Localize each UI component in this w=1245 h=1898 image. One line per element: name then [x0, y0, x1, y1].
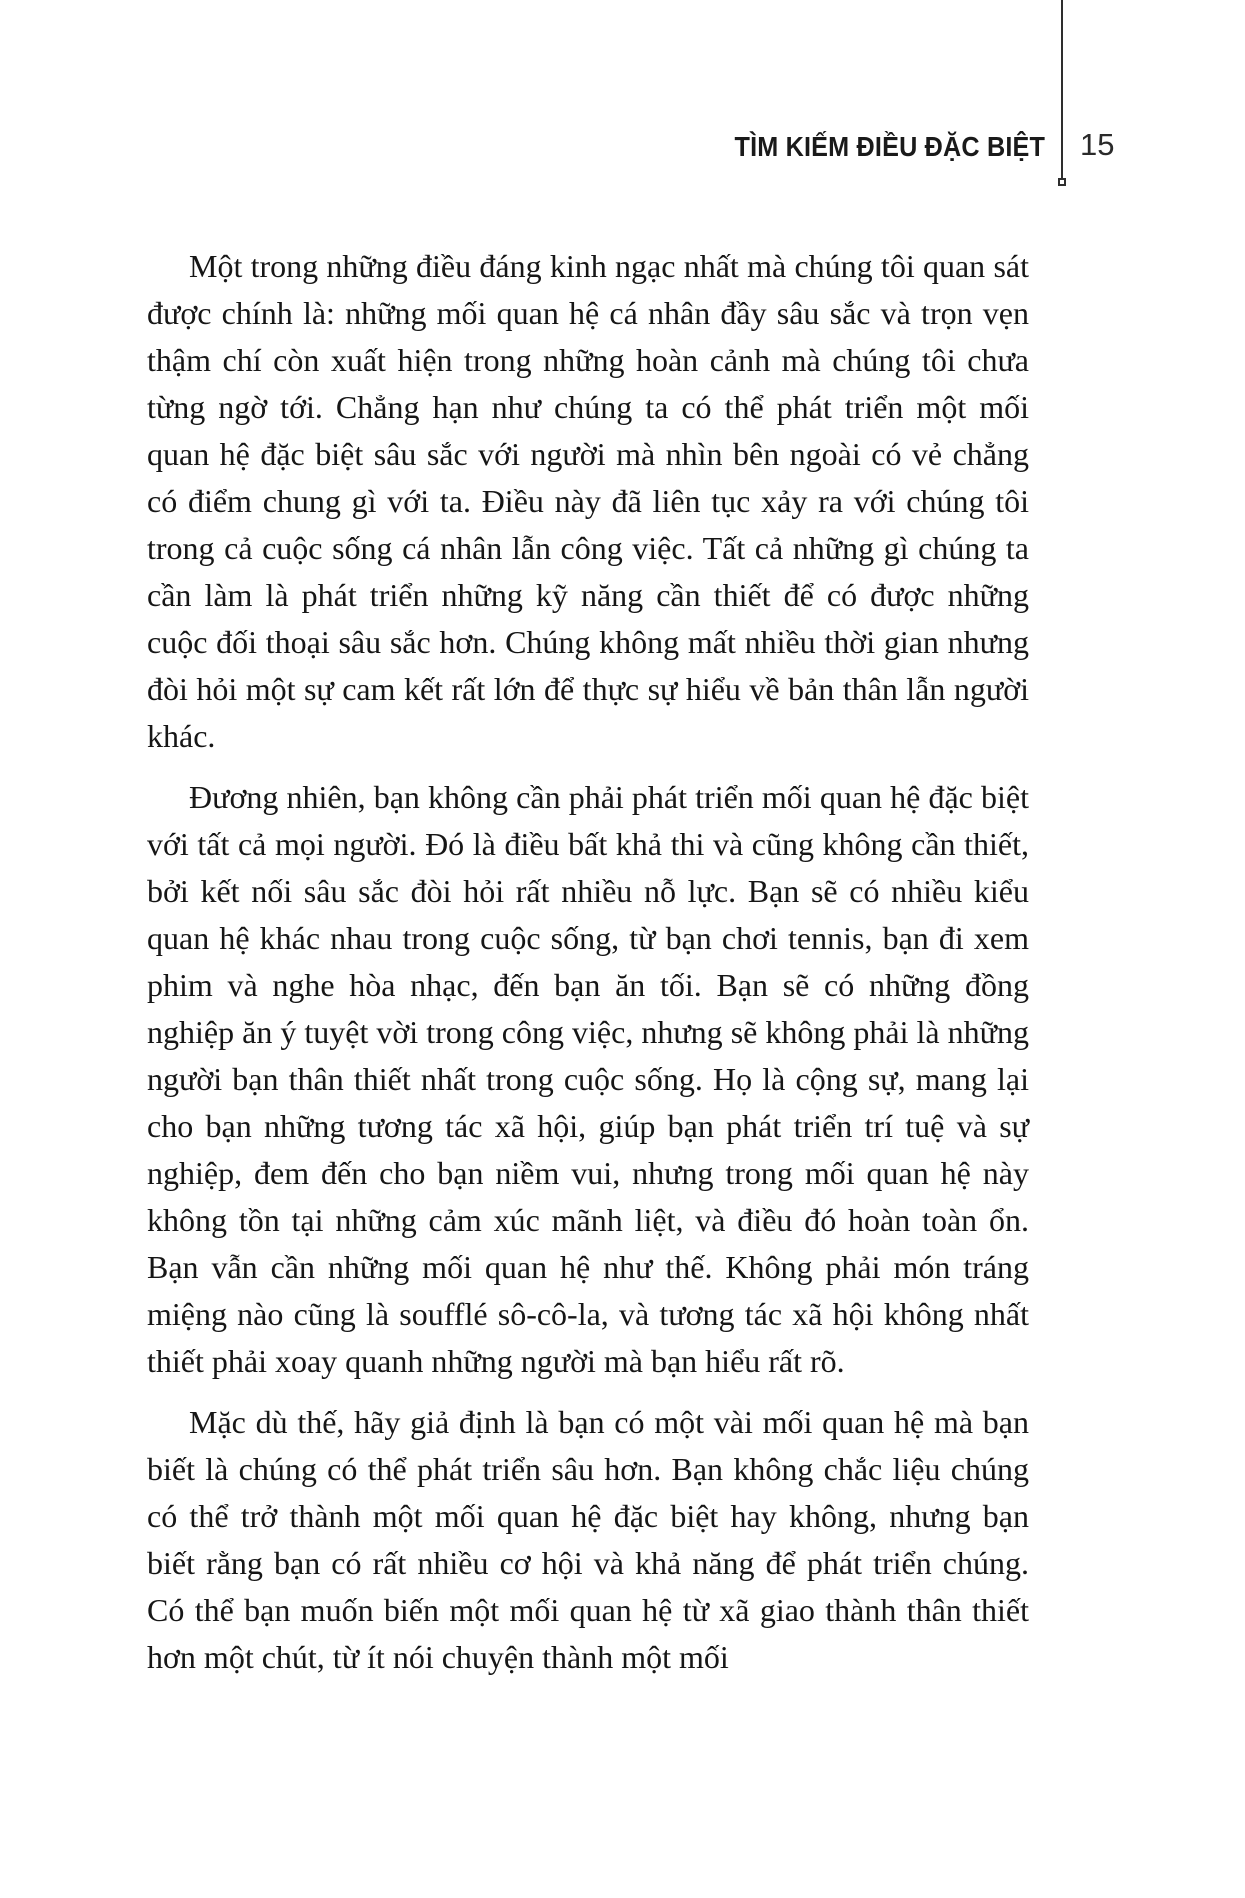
- header-vertical-rule: [1061, 0, 1063, 178]
- page-number: 15: [1080, 127, 1115, 162]
- running-title: TÌM KIẾM ĐIỀU ĐẶC BIỆT: [734, 131, 1045, 162]
- paragraph: Đương nhiên, bạn không cần phải phát triển mối quan hệ đặc biệt với tất cả mọi người. Đó là điều bất khả thi và cũng không cần thiết, bởi kết nối sâu sắc đòi hỏi rất nhiều nỗ lực. Bạn sẽ có nhiều kiểu quan hệ khác nhau trong cuộc sống, từ bạn chơi tennis, bạn đi xem phim và nghe hòa nhạc, đến bạn ăn tối. Bạn sẽ có những đồng nghiệp ăn ý tuyệt vời trong công việc, nhưng sẽ không phải là những người bạn thân thiết nhất trong cuộc sống. Họ là cộng sự, mang lại cho bạn những tương tác xã hội, giúp bạn phát triển trí tuệ và sự nghiệp, đem đến cho bạn niềm vui, nhưng trong mối quan hệ này không tồn tại những cảm xúc mãnh liệt, và điều đó hoàn toàn ổn. Bạn vẫn cần những mối quan hệ như thế. Không phải món tráng miệng nào cũng là soufflé sô-cô-la, và tương tác xã hội không nhất thiết phải xoay quanh những người mà bạn hiểu rất rõ.: [147, 779, 1029, 1379]
- body-text: [147, 243, 1029, 1681]
- paragraph: Một trong những điều đáng kinh ngạc nhất mà chúng tôi quan sát được chính là: những mối quan hệ cá nhân đầy sâu sắc và trọn vẹn thậm chí còn xuất hiện trong những hoàn cảnh mà chúng tôi chưa từng ngờ tới. Chẳng hạn như chúng ta có thể phát triển một mối quan hệ đặc biệt sâu sắc với người mà nhìn bên ngoài có vẻ chẳng có điểm chung gì với ta. Điều này đã liên tục xảy ra với chúng tôi trong cả cuộc sống cá nhân lẫn công việc. Tất cả những gì chúng ta cần làm là phát triển những kỹ năng cần thiết để có được những cuộc đối thoại sâu sắc hơn. Chúng không mất nhiều thời gian nhưng đòi hỏi một sự cam kết rất lớn để thực sự hiểu về bản thân lẫn người khác.: [147, 248, 1029, 754]
- rule-end-square-icon: [1058, 178, 1066, 186]
- paragraph: Mặc dù thế, hãy giả định là bạn có một vài mối quan hệ mà bạn biết là chúng có thể phát triển sâu hơn. Bạn không chắc liệu chúng có thể trở thành một mối quan hệ đặc biệt hay không, nhưng bạn biết rằng bạn có rất nhiều cơ hội và khả năng để phát triển chúng. Có thể bạn muốn biến một mối quan hệ từ xã giao thành thân thiết hơn một chút, từ ít nói chuyện thành một mối: [147, 1404, 1029, 1675]
